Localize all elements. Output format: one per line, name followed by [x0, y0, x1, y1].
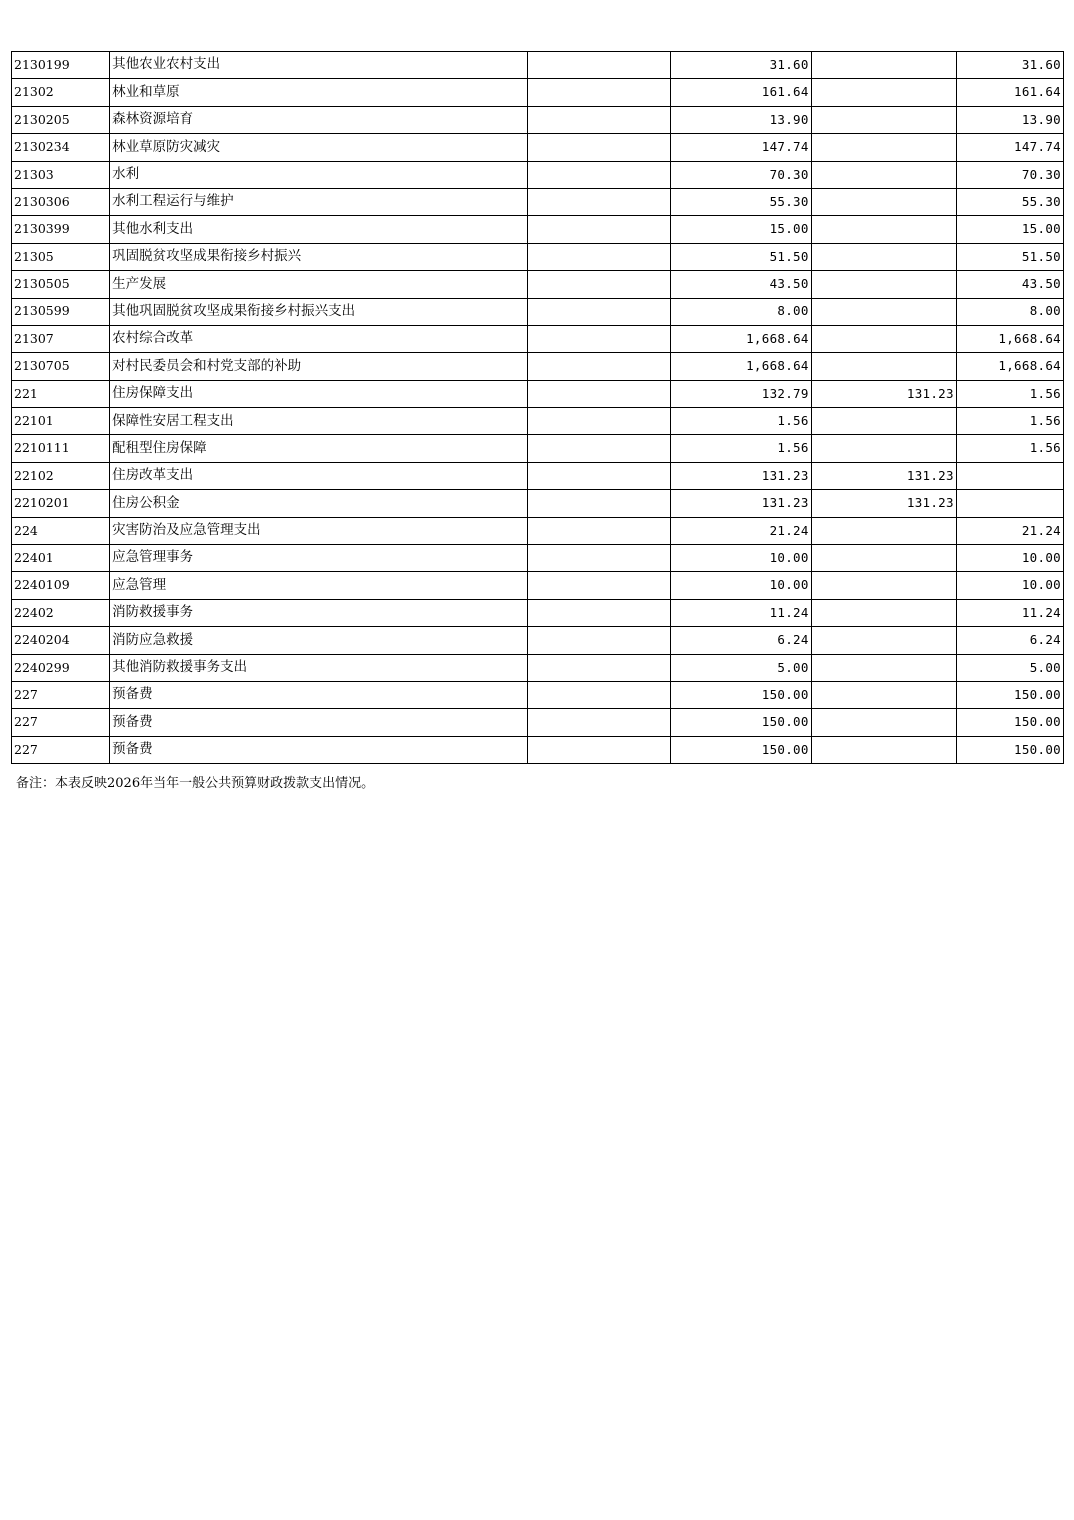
- cell-total: 147.74: [670, 134, 811, 161]
- cell-code: 2130705: [12, 353, 110, 380]
- cell-blank: [528, 298, 670, 325]
- cell-name: 其他巩固脱贫攻坚成果衔接乡村振兴支出: [110, 298, 528, 325]
- cell-total: 13.90: [670, 106, 811, 133]
- cell-code: 22401: [12, 545, 110, 572]
- cell-name: 灾害防治及应急管理支出: [110, 517, 528, 544]
- cell-basic: 131.23: [811, 462, 956, 489]
- table-row: [12, 654, 1064, 681]
- cell-code: 221: [12, 380, 110, 407]
- cell-total: 55.30: [670, 188, 811, 215]
- table-row: [12, 517, 1064, 544]
- cell-project: 161.64: [956, 79, 1063, 106]
- cell-code: 227: [12, 736, 110, 763]
- cell-basic: [811, 188, 956, 215]
- table-row: [12, 216, 1064, 243]
- cell-basic: [811, 681, 956, 708]
- table-row: [12, 134, 1064, 161]
- cell-blank: [528, 161, 670, 188]
- cell-code: 21305: [12, 243, 110, 270]
- cell-blank: [528, 79, 670, 106]
- cell-basic: [811, 134, 956, 161]
- cell-project: 10.00: [956, 572, 1063, 599]
- cell-blank: [528, 462, 670, 489]
- cell-total: 15.00: [670, 216, 811, 243]
- cell-project: 150.00: [956, 709, 1063, 736]
- cell-name: 水利: [110, 161, 528, 188]
- table-footnote: 备注：本表反映2026年当年一般公共预算财政拨款支出情况。: [16, 776, 375, 791]
- cell-name: 保障性安居工程支出: [110, 408, 528, 435]
- cell-basic: [811, 572, 956, 599]
- cell-total: 1,668.64: [670, 325, 811, 352]
- table-row: [12, 435, 1064, 462]
- cell-code: 21303: [12, 161, 110, 188]
- cell-basic: 131.23: [811, 490, 956, 517]
- cell-code: 2240204: [12, 627, 110, 654]
- cell-total: 132.79: [670, 380, 811, 407]
- cell-code: 2240299: [12, 654, 110, 681]
- cell-name: 巩固脱贫攻坚成果衔接乡村振兴: [110, 243, 528, 270]
- cell-name: 其他水利支出: [110, 216, 528, 243]
- cell-total: 131.23: [670, 462, 811, 489]
- cell-name: 其他消防救援事务支出: [110, 654, 528, 681]
- cell-total: 131.23: [670, 490, 811, 517]
- table-row: [12, 380, 1064, 407]
- cell-name: 林业和草原: [110, 79, 528, 106]
- cell-name: 其他农业农村支出: [110, 52, 528, 79]
- cell-blank: [528, 134, 670, 161]
- cell-name: 预备费: [110, 681, 528, 708]
- cell-total: 6.24: [670, 627, 811, 654]
- cell-project: 1,668.64: [956, 325, 1063, 352]
- cell-total: 150.00: [670, 681, 811, 708]
- cell-code: 2130399: [12, 216, 110, 243]
- cell-project: 6.24: [956, 627, 1063, 654]
- cell-basic: [811, 106, 956, 133]
- cell-code: 21307: [12, 325, 110, 352]
- cell-total: 43.50: [670, 271, 811, 298]
- cell-basic: [811, 325, 956, 352]
- cell-basic: [811, 517, 956, 544]
- table-body: [12, 52, 1064, 764]
- cell-total: 10.00: [670, 545, 811, 572]
- cell-basic: [811, 709, 956, 736]
- cell-blank: [528, 271, 670, 298]
- cell-basic: [811, 408, 956, 435]
- cell-project: 70.30: [956, 161, 1063, 188]
- table-row: [12, 325, 1064, 352]
- cell-total: 10.00: [670, 572, 811, 599]
- cell-basic: [811, 52, 956, 79]
- cell-name: 消防救援事务: [110, 599, 528, 626]
- cell-total: 51.50: [670, 243, 811, 270]
- cell-name: 住房公积金: [110, 490, 528, 517]
- table-row: [12, 188, 1064, 215]
- cell-blank: [528, 380, 670, 407]
- cell-code: 2130199: [12, 52, 110, 79]
- cell-code: 2210111: [12, 435, 110, 462]
- cell-project: [956, 490, 1063, 517]
- cell-project: 31.60: [956, 52, 1063, 79]
- table-row: [12, 52, 1064, 79]
- cell-project: 5.00: [956, 654, 1063, 681]
- cell-total: 70.30: [670, 161, 811, 188]
- cell-basic: [811, 545, 956, 572]
- cell-project: [956, 462, 1063, 489]
- cell-project: 1.56: [956, 435, 1063, 462]
- cell-code: 2130234: [12, 134, 110, 161]
- cell-code: 2130599: [12, 298, 110, 325]
- cell-name: 配租型住房保障: [110, 435, 528, 462]
- cell-project: 1.56: [956, 408, 1063, 435]
- table-row: [12, 161, 1064, 188]
- cell-total: 150.00: [670, 736, 811, 763]
- cell-project: 147.74: [956, 134, 1063, 161]
- cell-name: 应急管理: [110, 572, 528, 599]
- cell-code: 2210201: [12, 490, 110, 517]
- cell-total: 5.00: [670, 654, 811, 681]
- cell-blank: [528, 490, 670, 517]
- cell-total: 1.56: [670, 408, 811, 435]
- cell-project: 43.50: [956, 271, 1063, 298]
- cell-total: 31.60: [670, 52, 811, 79]
- cell-project: 55.30: [956, 188, 1063, 215]
- cell-project: 11.24: [956, 599, 1063, 626]
- cell-basic: [811, 298, 956, 325]
- cell-basic: [811, 599, 956, 626]
- table-row: [12, 490, 1064, 517]
- cell-blank: [528, 681, 670, 708]
- cell-name: 住房改革支出: [110, 462, 528, 489]
- cell-project: 1.56: [956, 380, 1063, 407]
- cell-total: 1.56: [670, 435, 811, 462]
- table-row: [12, 599, 1064, 626]
- cell-code: 22402: [12, 599, 110, 626]
- cell-project: 8.00: [956, 298, 1063, 325]
- cell-blank: [528, 435, 670, 462]
- table-row: [12, 681, 1064, 708]
- cell-total: 11.24: [670, 599, 811, 626]
- cell-blank: [528, 627, 670, 654]
- cell-blank: [528, 408, 670, 435]
- cell-blank: [528, 545, 670, 572]
- cell-project: 150.00: [956, 736, 1063, 763]
- cell-total: 8.00: [670, 298, 811, 325]
- cell-name: 对村民委员会和村党支部的补助: [110, 353, 528, 380]
- cell-blank: [528, 517, 670, 544]
- cell-name: 预备费: [110, 709, 528, 736]
- table-row: [12, 545, 1064, 572]
- cell-basic: [811, 435, 956, 462]
- table-row: [12, 79, 1064, 106]
- cell-name: 住房保障支出: [110, 380, 528, 407]
- cell-project: 21.24: [956, 517, 1063, 544]
- cell-blank: [528, 216, 670, 243]
- cell-blank: [528, 325, 670, 352]
- cell-basic: [811, 627, 956, 654]
- cell-basic: [811, 736, 956, 763]
- cell-blank: [528, 243, 670, 270]
- cell-project: 150.00: [956, 681, 1063, 708]
- table-row: [12, 353, 1064, 380]
- table-row: [12, 462, 1064, 489]
- cell-name: 水利工程运行与维护: [110, 188, 528, 215]
- cell-basic: [811, 79, 956, 106]
- cell-code: 22101: [12, 408, 110, 435]
- cell-total: 1,668.64: [670, 353, 811, 380]
- table-row: [12, 709, 1064, 736]
- table-row: [12, 271, 1064, 298]
- table-row: [12, 298, 1064, 325]
- cell-name: 农村综合改革: [110, 325, 528, 352]
- cell-blank: [528, 709, 670, 736]
- cell-basic: [811, 271, 956, 298]
- cell-project: 1,668.64: [956, 353, 1063, 380]
- cell-name: 林业草原防灾减灾: [110, 134, 528, 161]
- table-row: [12, 106, 1064, 133]
- cell-code: 2130205: [12, 106, 110, 133]
- cell-basic: [811, 243, 956, 270]
- cell-blank: [528, 188, 670, 215]
- cell-blank: [528, 353, 670, 380]
- cell-code: 227: [12, 709, 110, 736]
- cell-name: 预备费: [110, 736, 528, 763]
- cell-code: 21302: [12, 79, 110, 106]
- cell-total: 21.24: [670, 517, 811, 544]
- cell-basic: [811, 353, 956, 380]
- cell-code: 2130306: [12, 188, 110, 215]
- cell-total: 150.00: [670, 709, 811, 736]
- table-row: [12, 243, 1064, 270]
- cell-code: 224: [12, 517, 110, 544]
- cell-name: 应急管理事务: [110, 545, 528, 572]
- cell-total: 161.64: [670, 79, 811, 106]
- cell-blank: [528, 654, 670, 681]
- cell-name: 生产发展: [110, 271, 528, 298]
- cell-basic: [811, 161, 956, 188]
- cell-code: 2130505: [12, 271, 110, 298]
- cell-code: 227: [12, 681, 110, 708]
- cell-code: 22102: [12, 462, 110, 489]
- table-row: [12, 572, 1064, 599]
- cell-basic: [811, 654, 956, 681]
- table-row: [12, 736, 1064, 763]
- cell-project: 13.90: [956, 106, 1063, 133]
- cell-blank: [528, 736, 670, 763]
- cell-blank: [528, 52, 670, 79]
- table-row: [12, 627, 1064, 654]
- cell-code: 2240109: [12, 572, 110, 599]
- cell-basic: [811, 216, 956, 243]
- cell-basic: 131.23: [811, 380, 956, 407]
- cell-blank: [528, 106, 670, 133]
- cell-project: 15.00: [956, 216, 1063, 243]
- cell-project: 51.50: [956, 243, 1063, 270]
- cell-project: 10.00: [956, 545, 1063, 572]
- table-row: [12, 408, 1064, 435]
- cell-blank: [528, 572, 670, 599]
- cell-blank: [528, 599, 670, 626]
- cell-name: 消防应急救援: [110, 627, 528, 654]
- cell-name: 森林资源培育: [110, 106, 528, 133]
- budget-expenditure-table: [11, 51, 1064, 764]
